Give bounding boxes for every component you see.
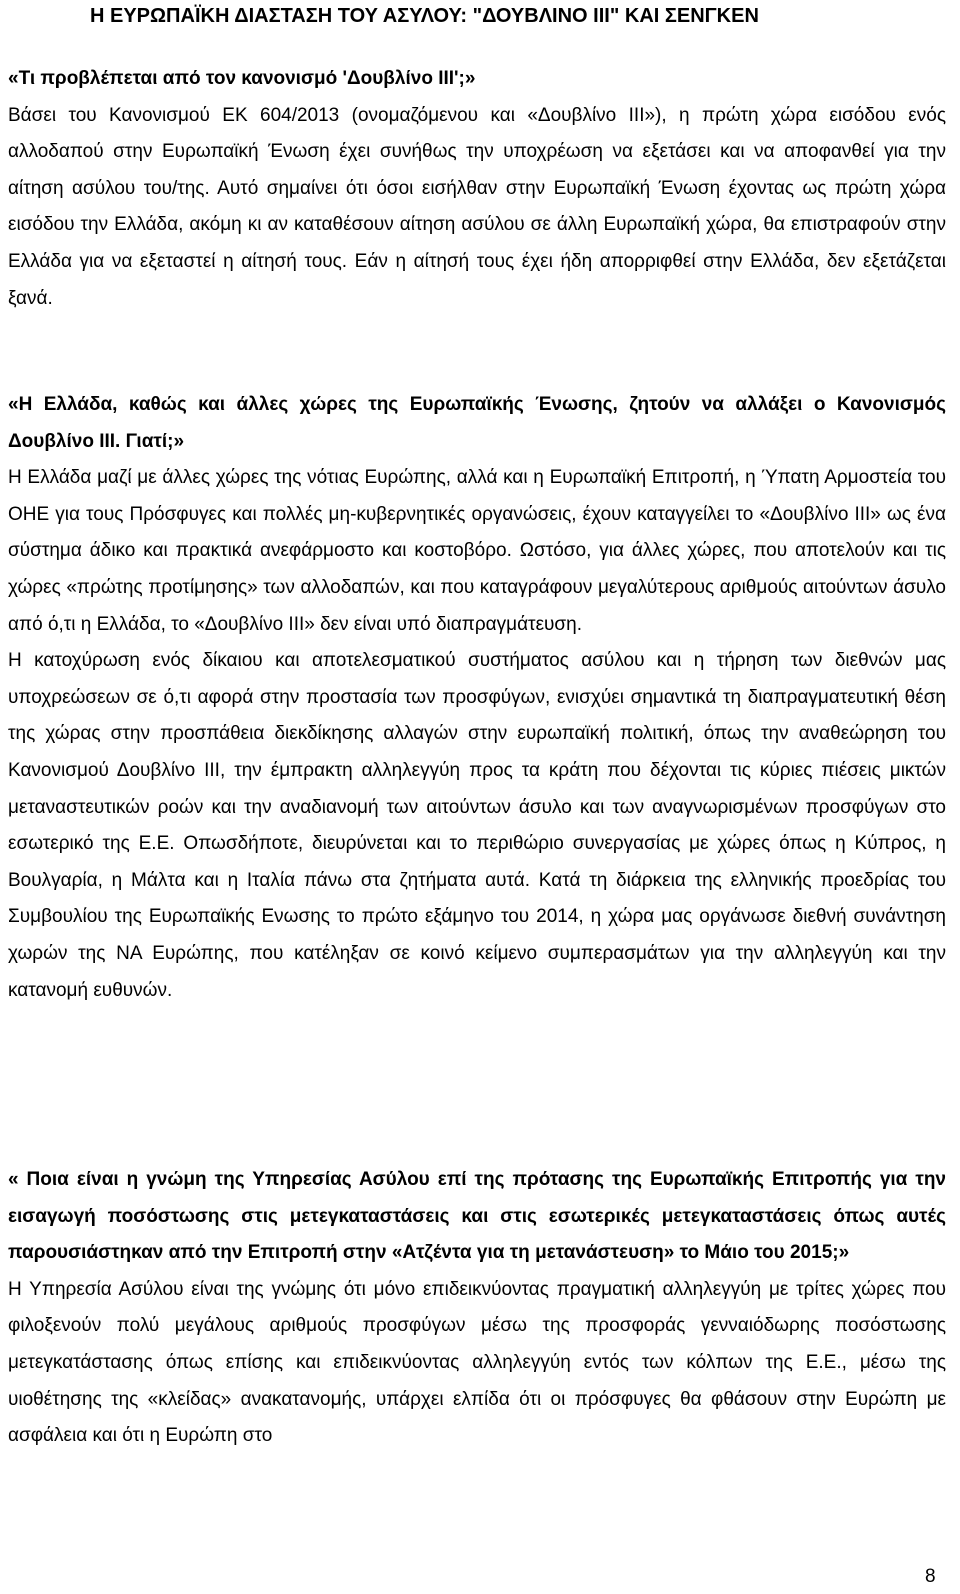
section-asylum-service-opinion	[8, 1162, 946, 1455]
section-question: «Η Ελλάδα, καθώς και άλλες χώρες της Ευρωπαϊκής Ένωσης, ζητούν να αλλάξει ο Κανονισμός Δουβλίνο ΙΙΙ. Γιατί;»	[8, 394, 946, 452]
section-answer: Η Ελλάδα μαζί με άλλες χώρες της νότιας Ευρώπης, αλλά και η Ευρωπαϊκή Επιτροπή, η Ύπατη Αρμοστεία του ΟΗΕ για τους Πρόσφυγες και πολλές μη-κυβερνητικές οργανώσεις, έχουν καταγγείλει το «Δουβλίνο ΙΙΙ» ως ένα σύστημα άδικο και πρακτικά ανεφάρμοστο και κοστοβόρο. Ωστόσο, για άλλες χώρες, που αποτελούν και τις χώρες «πρώτης προτίμησης» των αλλοδαπών, και που καταγράφουν μεγαλύτερους αριθμούς αιτούντων άσυλο από ό,τι η Ελλάδα, το «Δουβλίνο ΙΙΙ» δεν είναι υπό διαπραγμάτευση.	[8, 467, 946, 635]
section-change-request	[8, 387, 946, 1009]
section-answer: Βάσει του Κανονισμού ΕΚ 604/2013 (ονομαζόμενου και «Δουβλίνο ΙΙΙ»), η πρώτη χώρα εισόδου ενός αλλοδαπού στην Ευρωπαϊκή Ένωση έχει συνήθως την υποχρέωση να εξετάσει και να αποφανθεί για την αίτηση ασύλου του/της. Αυτό σημαίνει ότι όσοι εισήλθαν στην Ευρωπαϊκή Ένωση έχοντας ως πρώτη χώρα εισόδου την Ελλάδα, ακόμη κι αν καταθέσουν αίτηση ασύλου σε άλλη Ευρωπαϊκή χώρα, θα επιστραφούν στην Ελλάδα για να εξεταστεί η αίτησή τους. Εάν η αίτησή τους έχει ήδη απορριφθεί στην Ελλάδα, δεν εξετάζεται ξανά.	[8, 104, 946, 309]
section-dublin-regulation	[8, 61, 946, 317]
section-question: « Ποια είναι η γνώμη της Υπηρεσίας Ασύλου επί της πρότασης της Ευρωπαϊκής Επιτροπής για την εισαγωγή ποσόστωσης στις μετεγκαταστάσεις και στις εσωτερικές μετεγκαταστάσεις όπως αυτές παρουσιάστηκαν από την Επιτροπή στην «Ατζέντα για τη μετανάστευση» το Μάιο του 2015;»	[8, 1169, 946, 1264]
section-answer-paragraph-2: Η κατοχύρωση ενός δίκαιου και αποτελεσματικού συστήματος ασύλου και η τήρηση των διεθνών μας υποχρεώσεων σε ό,τι αφορά στην προστασία των προσφύγων, ενισχύει σημαντικά τη διαπραγματευτική θέση της χώρας στην προσπάθεια διεκδίκησης αλλαγών στην ευρωπαϊκή πολιτική, όπως την αναθεώρηση του Κανονισμού Δουβλίνο ΙΙΙ, την έμπρακτη αλληλεγγύη προς τα κράτη που δέχονται τις κύριες πιέσεις μικτών μεταναστευτικών ροών και την αναδιανομή των αιτούντων άσυλο και των αναγνωρισμένων προσφύγων στο εσωτερικό της Ε.Ε. Οπωσδήποτε, διευρύνεται και το περιθώριο συνεργασίας με χώρες όπως η Κύπρος, η Βουλγαρία, η Μάλτα και η Ιταλία πάνω στα ζητήματα αυτά. Κατά τη διάρκεια της ελληνικής προεδρίας του Συμβουλίου της Ευρωπαϊκής Ενωσης το πρώτο εξάμηνο του 2014, η χώρα μας οργάνωσε διεθνή συνάντηση χωρών της ΝΑ Ευρώπης, που κατέληξαν σε κοινό κείμενο συμπερασμάτων για την αλληλεγγύη και την κατανομή ευθυνών.	[8, 650, 946, 1001]
section-question: «Τι προβλέπεται από τον κανονισμό 'Δουβλίνο ΙΙΙ';»	[8, 68, 476, 89]
page-number: 8	[925, 1566, 936, 1587]
page-title: Η ΕΥΡΩΠΑΪΚΗ ΔΙΑΣΤΑΣΗ ΤΟΥ ΑΣΥΛΟΥ: "ΔΟΥΒΛΙΝΟ ΙΙΙ" ΚΑΙ ΣΕΝΓΚΕΝ	[90, 5, 759, 27]
section-answer: Η Υπηρεσία Ασύλου είναι της γνώμης ότι μόνο επιδεικνύοντας πραγματική αλληλεγγύη με τρίτες χώρες που φιλοξενούν πολύ μεγάλους αριθμούς προσφύγων μέσω της προσφοράς γενναιόδωρης ποσόστωσης μετεγκατάστασης όπως επίσης και επιδεικνύοντας αλληλεγγύη εντός των κόλπων της Ε.Ε., μέσω της υιοθέτησης της «κλείδας» ανακατανομής, υπάρχει ελπίδα ότι οι πρόσφυγες θα φθάσουν στην Ευρώπη με ασφάλεια και ότι η Ευρώπη στο	[8, 1278, 946, 1447]
